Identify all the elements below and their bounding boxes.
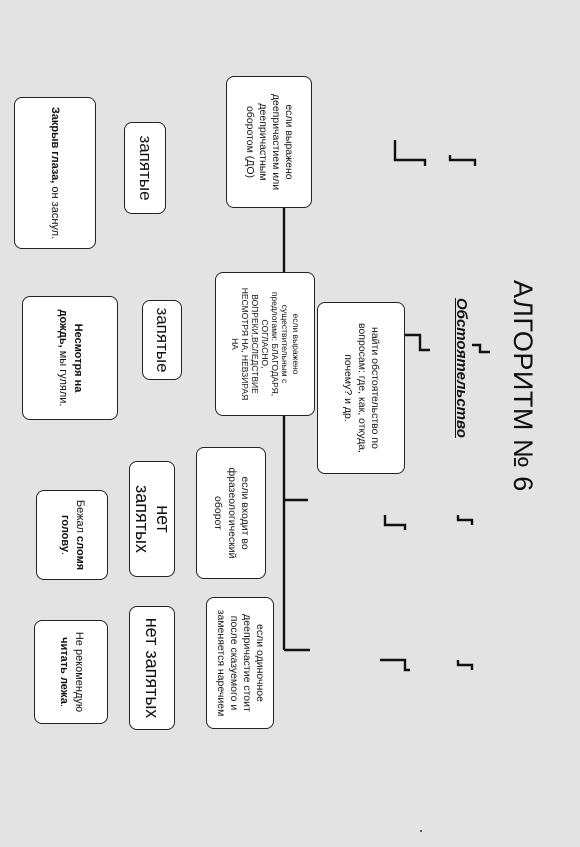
result-text-3: нет запятых <box>132 485 173 553</box>
connector-example-1 <box>450 155 475 166</box>
condition-box-1 <box>226 76 312 208</box>
example-bold-3: сломя голову <box>59 514 86 571</box>
example-text-2 <box>55 305 85 411</box>
example-text-1 <box>48 107 63 239</box>
result-text-1: запятые <box>136 135 155 201</box>
condition-text-4: если одиночное деепричастие стоит после сказуемого и заменяется наречием <box>214 609 267 717</box>
example-box-4 <box>34 620 108 724</box>
connector-example-4 <box>458 660 472 670</box>
connector-example-2 <box>472 345 490 352</box>
connector-result-1 <box>395 140 425 166</box>
result-box-4 <box>129 606 175 730</box>
example-post-4: . <box>58 703 70 707</box>
example-pre-4: Не рекомендую <box>72 631 85 713</box>
example-post-3: . <box>59 552 71 556</box>
condition-text-3: если входит во фразеологический оборот <box>212 467 251 559</box>
main-box-text: найти обстоятельство по вопросам: где, как, откуда, почему? и др. <box>342 323 381 453</box>
example-box-2 <box>22 296 118 420</box>
result-box-3 <box>129 461 175 577</box>
condition-box-3 <box>196 447 266 579</box>
page-title: АЛГОРИТМ № 6 <box>508 280 538 492</box>
page-subtitle: Обстоятельство <box>453 298 470 438</box>
example-bold-2: Несмотря на дождь, <box>57 309 84 393</box>
example-bold-1: Закрыв глаза, <box>49 106 62 184</box>
example-text-4 <box>56 629 86 715</box>
example-rest-1: он заснул. <box>49 183 62 240</box>
condition-box-2 <box>215 272 315 416</box>
condition-box-4 <box>206 597 274 729</box>
connector-result-4 <box>380 660 410 670</box>
example-rest-2: мы гуляли. <box>57 347 69 407</box>
scan-dot <box>420 830 422 832</box>
example-box-3 <box>36 490 108 580</box>
example-bold-4: читать лежа <box>58 637 70 704</box>
example-pre-3: Бежал <box>73 499 86 537</box>
connector-example-3 <box>458 515 472 525</box>
result-text-4: нет запятых <box>142 617 163 719</box>
condition-text-1: если выражено деепричастием или деепричастным оборотом (ДО) <box>243 93 296 191</box>
main-box <box>317 302 405 474</box>
connector-result-3 <box>385 515 405 530</box>
condition-text-2: если выражено существительным с предлогами: БЛАГОДАРЯ, СОГЛАСНО, ВОПРЕКИ,ВСЛЕДСТВИЕ НЕСМОТРЯ НА, НЕВЗИРАЯ НА <box>229 287 301 401</box>
example-text-3 <box>57 499 87 571</box>
result-box-2 <box>142 300 182 380</box>
result-text-2: запятые <box>153 307 172 373</box>
result-box-1 <box>124 122 166 214</box>
example-box-1 <box>14 97 96 249</box>
